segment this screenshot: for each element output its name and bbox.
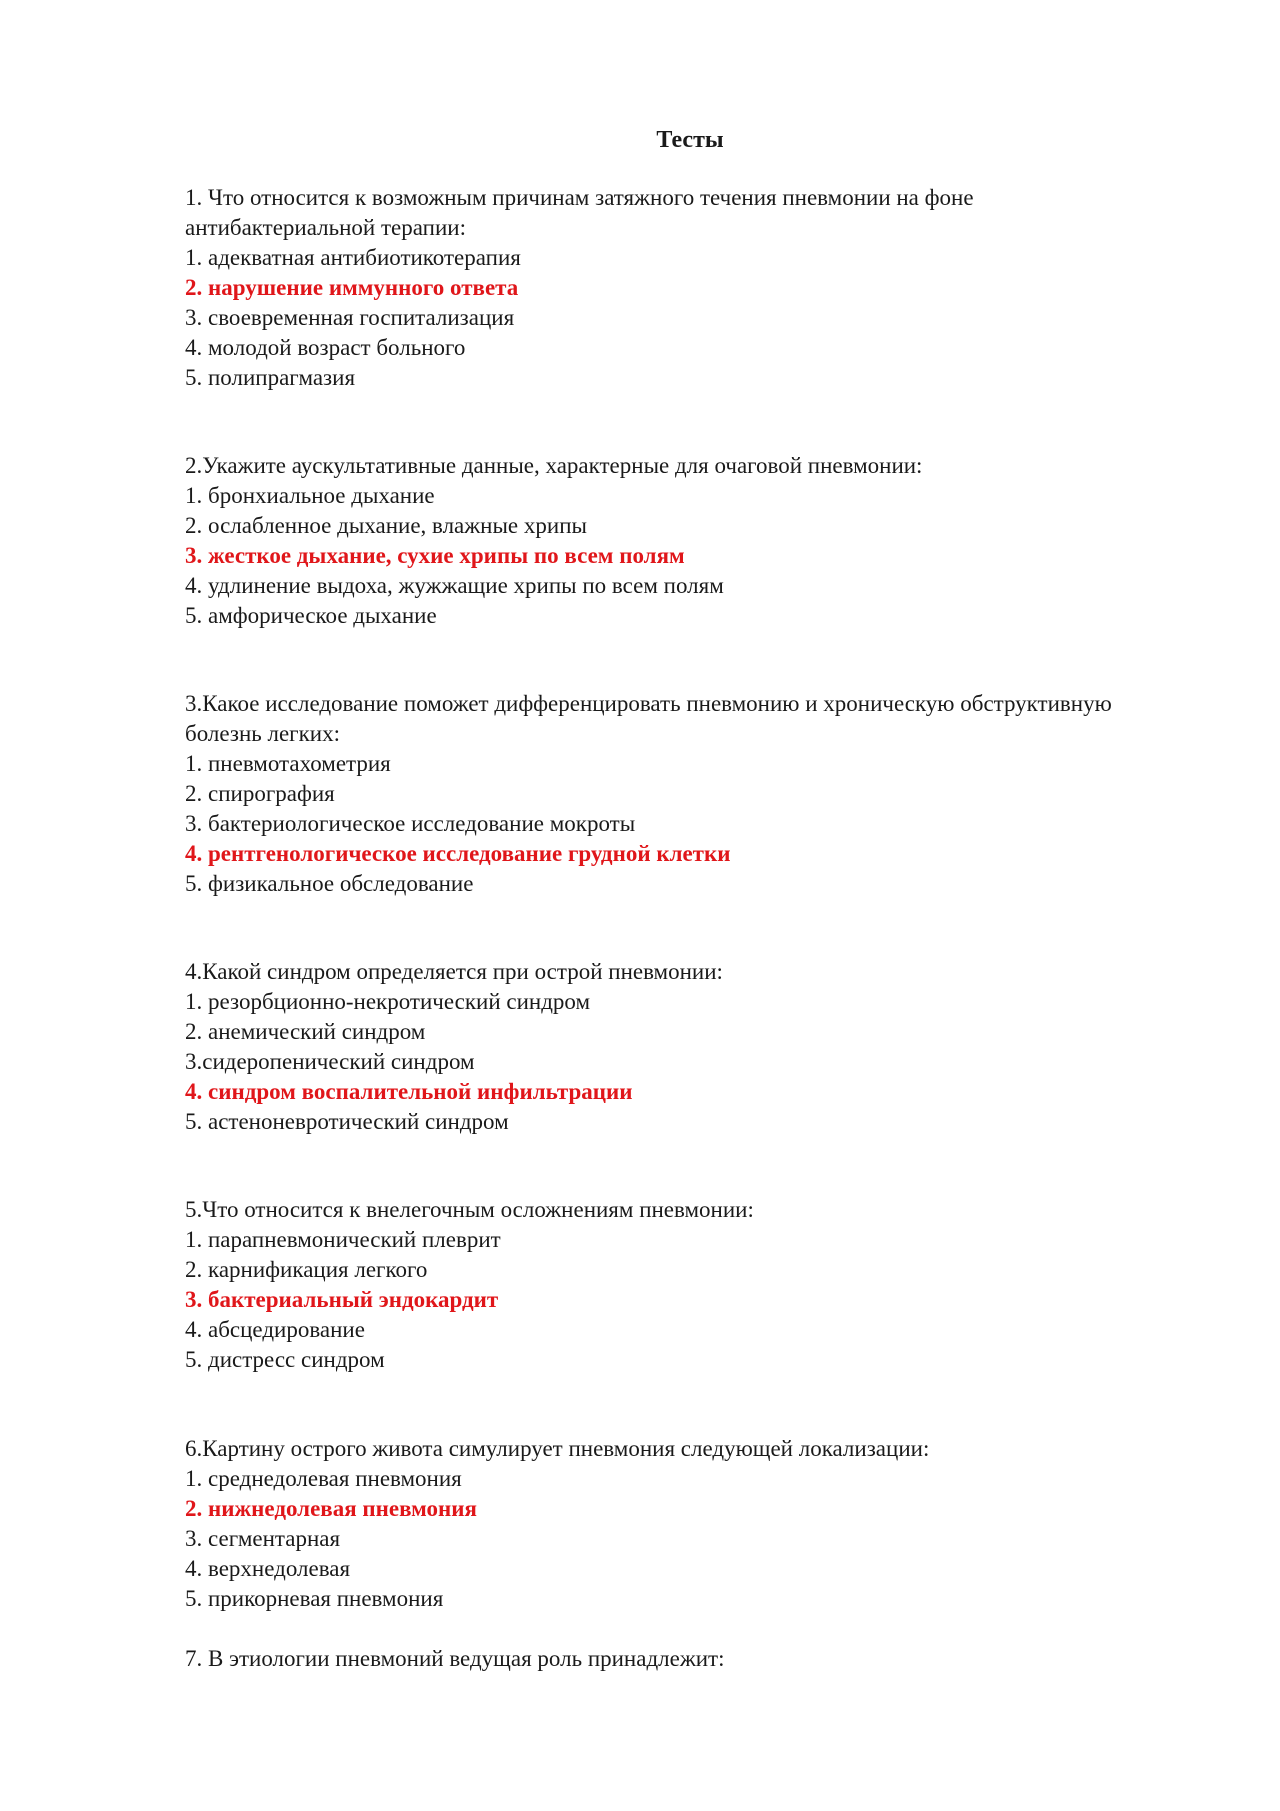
answer-option: 3. сегментарная	[185, 1526, 341, 1551]
question-2	[185, 451, 1115, 631]
answer-option: 5. амфорическое дыхание	[185, 603, 437, 628]
answer-option: 1. среднедолевая пневмония	[185, 1466, 462, 1491]
answer-option: 1. резорбционно-некротический синдром	[185, 989, 591, 1014]
answer-option-correct: 4. синдром воспалительной инфильтрации	[185, 1079, 633, 1104]
answer-option-correct: 4. рентгенологическое исследование грудной клетки	[185, 841, 731, 866]
question-text: 6.Картину острого живота симулирует пневмония следующей локализации:	[185, 1436, 930, 1461]
answer-option: 5. астеноневротический синдром	[185, 1109, 509, 1134]
answer-option: 2. карнификация легкого	[185, 1257, 428, 1282]
question-text: 7. В этиологии пневмоний ведущая роль принадлежит:	[185, 1646, 725, 1671]
answer-option: 1. парапневмонический плеврит	[185, 1227, 501, 1252]
question-text: 1. Что относится к возможным причинам затяжного течения пневмонии на фоне антибактериальной терапии:	[185, 185, 974, 240]
answer-option: 5. полипрагмазия	[185, 365, 356, 390]
question-text: 5.Что относится к внелегочным осложнениям пневмонии:	[185, 1197, 754, 1222]
answer-option: 4. верхнедолевая	[185, 1556, 351, 1581]
answer-option: 3. бактериологическое исследование мокроты	[185, 811, 636, 836]
answer-option: 2. анемический синдром	[185, 1019, 426, 1044]
question-3	[185, 689, 1115, 899]
question-7	[185, 1644, 1115, 1674]
answer-option: 1. бронхиальное дыхание	[185, 483, 435, 508]
answer-option: 4. молодой возраст больного	[185, 335, 466, 360]
answer-option: 3. своевременная госпитализация	[185, 305, 515, 330]
question-1	[185, 183, 1115, 393]
answer-option-correct: 2. нарушение иммунного ответа	[185, 275, 519, 300]
question-6	[185, 1434, 1115, 1614]
answer-option: 5. физикальное обследование	[185, 871, 474, 896]
answer-option-correct: 2. нижнедолевая пневмония	[185, 1496, 477, 1521]
answer-option: 5. прикорневая пневмония	[185, 1586, 444, 1611]
answer-option: 1. пневмотахометрия	[185, 751, 391, 776]
question-text: 4.Какой синдром определяется при острой пневмонии:	[185, 959, 723, 984]
answer-option: 4. абсцедирование	[185, 1317, 365, 1342]
question-5	[185, 1195, 1115, 1375]
answer-option: 3.сидеропенический синдром	[185, 1049, 475, 1074]
answer-option: 4. удлинение выдоха, жужжащие хрипы по всем полям	[185, 573, 724, 598]
answer-option: 1. адекватная антибиотикотерапия	[185, 245, 521, 270]
answer-option-correct: 3. жесткое дыхание, сухие хрипы по всем полям	[185, 543, 685, 568]
answer-option: 5. дистресс синдром	[185, 1347, 385, 1372]
answer-option: 2. спирография	[185, 781, 335, 806]
answer-option-correct: 3. бактериальный эндокардит	[185, 1287, 499, 1312]
answer-option: 2. ослабленное дыхание, влажные хрипы	[185, 513, 587, 538]
question-text: 2.Укажите аускультативные данные, характерные для очаговой пневмонии:	[185, 453, 923, 478]
question-4	[185, 957, 1115, 1137]
question-text: 3.Какое исследование поможет дифференцировать пневмонию и хроническую обструктивную болезнь легких:	[185, 691, 1112, 746]
page-title: Тесты	[656, 127, 724, 153]
